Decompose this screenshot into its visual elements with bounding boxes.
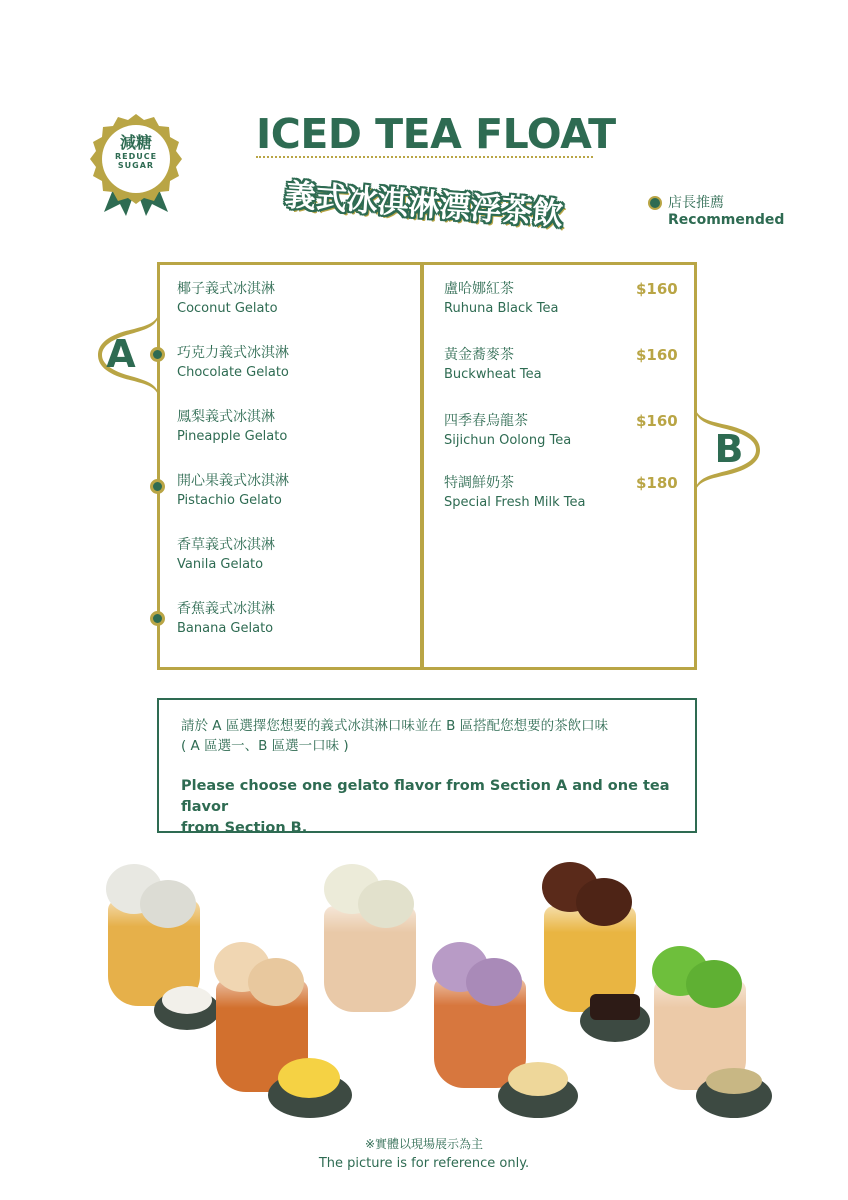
gelato-scoop — [466, 958, 522, 1006]
gelato-name-en: Pistachio Gelato — [177, 493, 282, 508]
tea-item-ruhuna — [444, 279, 559, 319]
badge-en-2: SUGAR — [117, 161, 155, 170]
product-photo — [96, 850, 776, 1140]
tea-item-sijichun — [444, 411, 571, 451]
gelato-name-cn: 開心果義式冰淇淋 — [177, 473, 289, 489]
gelato-name-en: Banana Gelato — [177, 621, 274, 636]
gelato-name-cn: 巧克力義式冰淇淋 — [177, 345, 289, 361]
recommended-label-en: Recommended — [668, 212, 785, 228]
recommended-dot-icon — [150, 611, 165, 626]
menu-divider — [420, 262, 424, 670]
title-divider — [256, 156, 593, 158]
gelato-name-en: Vanila Gelato — [177, 557, 264, 572]
tea-price: $160 — [636, 280, 678, 298]
tea-price: $180 — [636, 474, 678, 492]
gelato-item-pistachio — [177, 471, 289, 511]
tea-name-en: Sijichun Oolong Tea — [444, 433, 572, 448]
page-subtitle: 義式冰淇淋漂浮茶飲 — [283, 177, 565, 233]
gelato-scoop — [358, 880, 414, 928]
gelato-scoop — [686, 960, 742, 1008]
note-en-line-2: from Section B. — [181, 820, 308, 836]
reduce-sugar-badge — [90, 112, 186, 222]
instruction-note — [157, 698, 697, 836]
gelato-name-en: Pineapple Gelato — [177, 429, 288, 444]
section-a-label: A — [106, 332, 136, 376]
gelato-name-cn: 香草義式冰淇淋 — [177, 537, 275, 553]
section-b-label: B — [714, 427, 744, 471]
gelato-name-cn: 椰子義式冰淇淋 — [177, 281, 275, 297]
badge-cn: 減糖 — [119, 133, 152, 152]
gelato-scoop — [140, 880, 196, 928]
tea-name-en: Special Fresh Milk Tea — [444, 495, 586, 510]
note-cn-line-1: 請於 A 區選擇您想要的義式冰淇淋口味並在 B 區搭配您想要的茶飲口味 — [181, 718, 609, 734]
footer-note-cn: ※實體以現場展示為主 — [364, 1137, 484, 1151]
gelato-name-cn: 香蕉義式冰淇淋 — [177, 601, 275, 617]
gelato-item-chocolate — [177, 343, 289, 383]
badge-en-1: REDUCE — [114, 152, 158, 161]
tea-name-cn: 四季春烏龍茶 — [444, 413, 528, 429]
recommended-dot-icon — [648, 196, 662, 210]
tea-name-cn: 黃金蕎麥茶 — [444, 347, 514, 363]
footer-note-en: The picture is for reference only. — [318, 1156, 530, 1171]
tea-item-buckwheat — [444, 345, 542, 385]
section-b-tab — [694, 400, 756, 500]
note-cn-line-2: ( A 區選一、B 區選一口味 ) — [181, 738, 349, 754]
tea-name-en: Ruhuna Black Tea — [444, 301, 559, 316]
gelato-item-pineapple — [177, 407, 287, 447]
gelato-scoop — [248, 958, 304, 1006]
note-en-line-1: Please choose one gelato flavor from Section A and one tea flavor — [181, 778, 670, 815]
gelato-item-banana — [177, 599, 275, 639]
gelato-item-coconut — [177, 279, 278, 319]
recommended-label-cn: 店長推薦 — [668, 195, 724, 211]
gelato-name-en: Chocolate Gelato — [177, 365, 289, 380]
gelato-item-vanila — [177, 535, 275, 575]
tea-price: $160 — [636, 412, 678, 430]
recommended-dot-icon — [150, 479, 165, 494]
gelato-scoop — [576, 878, 632, 926]
recommended-dot-icon — [150, 347, 165, 362]
tea-name-en: Buckwheat Tea — [444, 367, 542, 382]
tea-item-milk-tea — [444, 473, 586, 513]
tea-price: $160 — [636, 346, 678, 364]
gelato-name-cn: 鳳梨義式冰淇淋 — [177, 409, 275, 425]
gelato-name-en: Coconut Gelato — [177, 301, 278, 316]
tea-name-cn: 特調鮮奶茶 — [444, 475, 514, 491]
page-title: ICED TEA FLOAT — [256, 110, 616, 158]
tea-name-cn: 盧哈娜紅茶 — [444, 281, 514, 297]
